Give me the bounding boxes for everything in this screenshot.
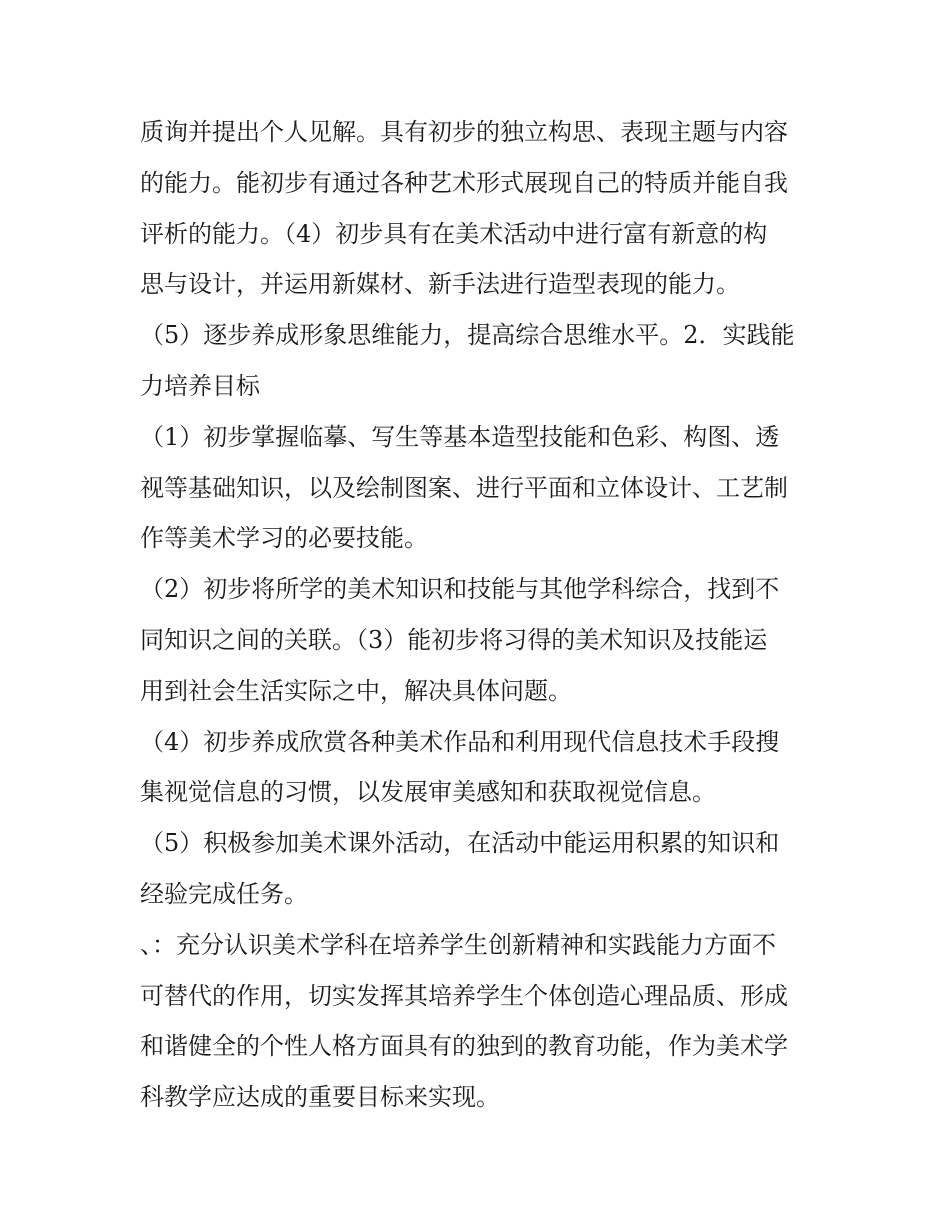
text-line: 可替代的作用，切实发挥其培养学生个体创造心理品质、形成 xyxy=(140,981,788,1010)
text-line: 视等基础知识，以及绘制图案、进行平面和立体设计、工艺制 xyxy=(140,473,788,502)
text-line: （2）初步将所学的美术知识和技能与其他学科综合，找到不 xyxy=(140,575,780,604)
text-line: （5）逐步养成形象思维能力，提高综合思维水平。2．实践能 xyxy=(140,321,795,350)
text-line: 质询并提出个人见解。具有初步的独立构思、表现主题与内容 xyxy=(140,118,788,146)
text-line: 评析的能力。（4）初步具有在美术活动中进行富有新意的构 xyxy=(140,219,768,248)
text-line: 的能力。能初步有通过各种艺术形式展现自己的特质并能自我 xyxy=(140,168,788,197)
text-line: 集视觉信息的习惯，以发展审美感知和获取视觉信息。 xyxy=(140,778,716,807)
text-line: （5）积极参加美术课外活动，在活动中能运用积累的知识和 xyxy=(140,829,780,858)
text-line: （1）初步掌握临摹、写生等基本造型技能和色彩、构图、透 xyxy=(140,422,780,451)
text-line: 、：充分认识美术学科在培养学生创新精神和实践能力方面不 xyxy=(140,930,776,959)
text-line: 科教学应达成的重要目标来实现。 xyxy=(140,1083,500,1112)
document-body xyxy=(140,107,820,1123)
text-line: 同知识之间的关联。（3）能初步将习得的美术知识及技能运 xyxy=(140,625,768,654)
text-line: 思与设计，并运用新媒材、新手法进行造型表现的能力。 xyxy=(140,270,740,299)
text-line: 力培养目标 xyxy=(140,371,260,400)
text-line: 和谐健全的个性人格方面具有的独到的教育功能，作为美术学 xyxy=(140,1032,788,1061)
text-line: （4）初步养成欣赏各种美术作品和利用现代信息技术手段搜 xyxy=(140,727,780,756)
text-line: 作等美术学习的必要技能。 xyxy=(140,524,428,553)
text-line: 用到社会生活实际之中，解决具体问题。 xyxy=(140,676,572,705)
text-line: 经验完成任务。 xyxy=(140,879,308,908)
